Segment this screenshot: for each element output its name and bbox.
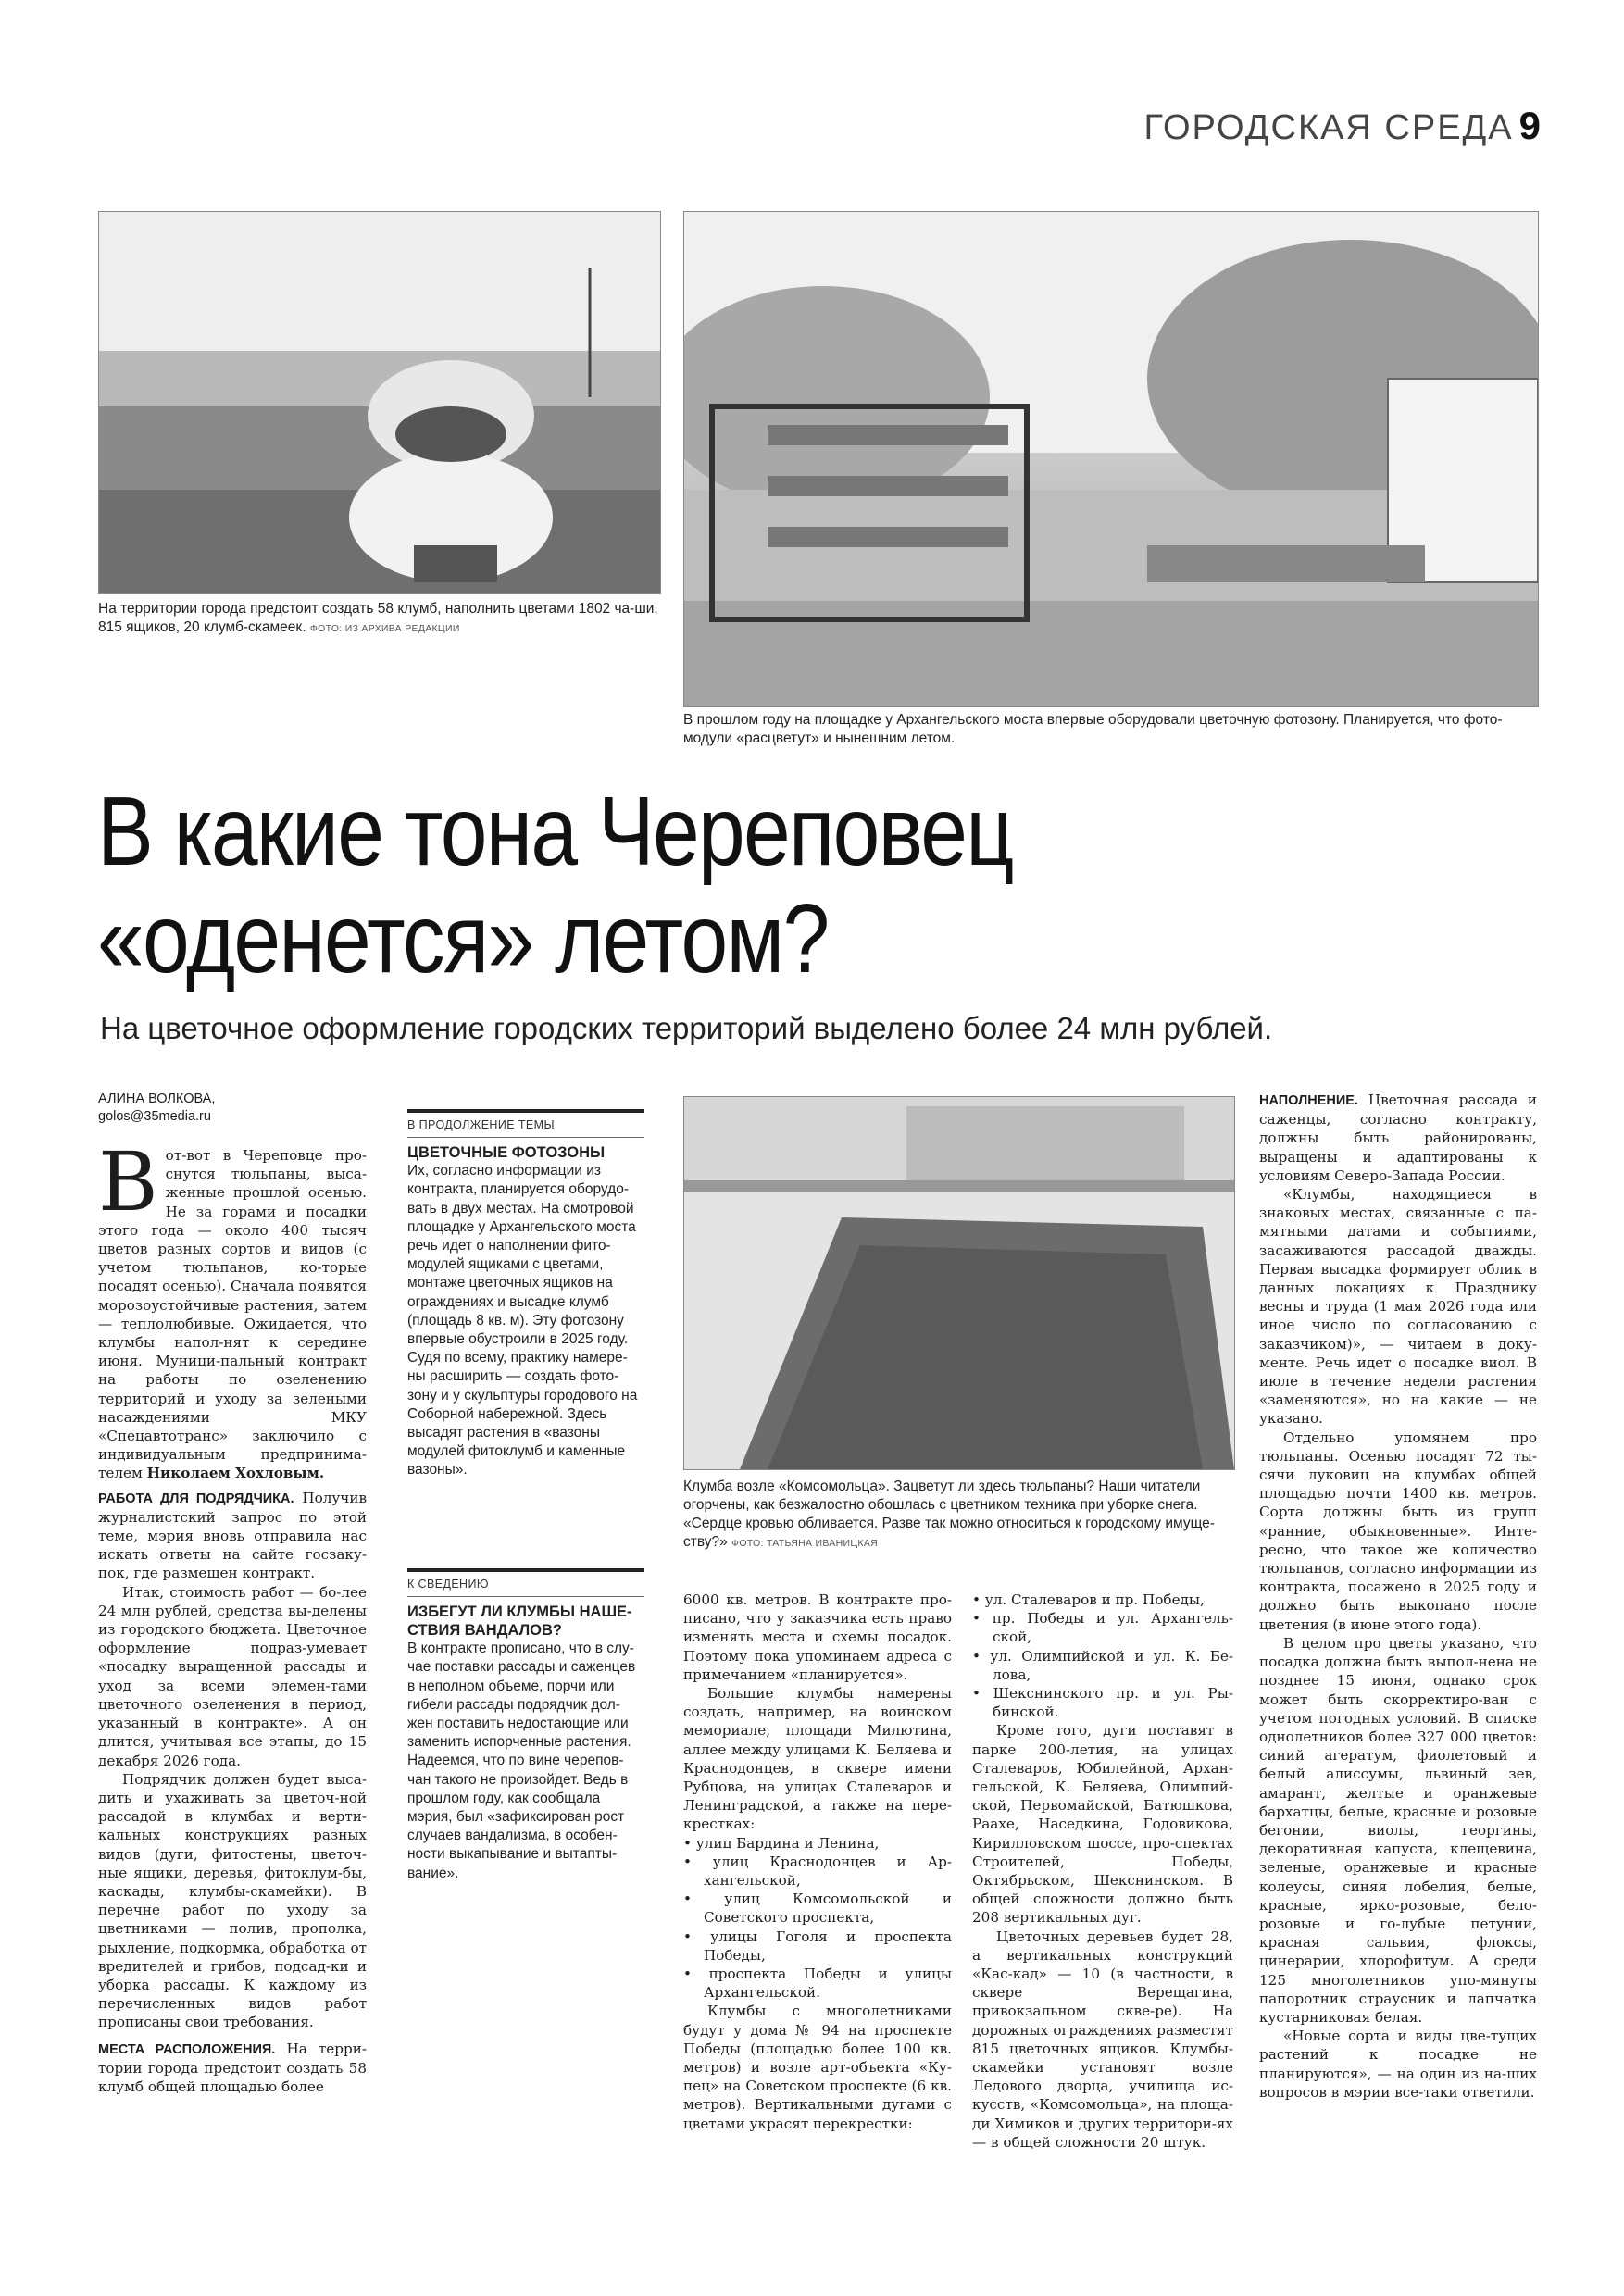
list-item: • улиц Бардина и Ленина, <box>683 1834 880 1852</box>
caption-text: В прошлом году на площадке у Архангельского моста впервые оборудовали цветочную фотозону. Планируется, что фото-модули «расцветут» и нынешним летом. <box>683 712 1503 746</box>
lead-subtitle: На цветочное оформление городских территорий выделено более 24 млн рублей. <box>100 1011 1273 1045</box>
author-name: АЛИНА ВОЛКОВА, <box>98 1092 216 1106</box>
photo-credit: ФОТО: ТАТЬЯНА ИВАНИЦКАЯ <box>731 1538 879 1549</box>
paragraph: Итак, стоимость работ — бо-лее 24 млн рублей, средства вы-делены из городского бюджета. Цветочное оформление подраз-умевает «посадку выращенной рассады и уход за всеми элемен-тами цветочного озеленения в период, указанный в контракте». А он длится, учитывая все этапы, до 15 декабря 2026 года. <box>98 1583 367 1769</box>
sidebar-title: ЦВЕТОЧНЫЕ ФОТОЗОНЫ <box>407 1144 606 1162</box>
photo-flowerbeds-road <box>98 211 661 594</box>
sidebar-topic: В ПРОДОЛЖЕНИЕ ТЕМЫ <box>407 1109 644 1138</box>
section-header <box>1144 104 1543 148</box>
sidebar-text: Их, согласно информации из контракта, планируется оборудо-вать в двух местах. На смотровой площадке у Архангельского моста речь идет о наполнении фито-модулей ящиками с цветами, монтаже цветочных ящиков на ограждениях и высадке клумб (площадь 8 кв. м). Эту фотозону впервые обустроили в 2025 году. Судя по всему, практику намере-ны расширить — создать фото-зону и у скульптуры городового на Соборной набережной. Здесь высадят растения в «вазоны модулей фитоклумб и каменные вазоны». <box>407 1163 638 1479</box>
drop-cap: В <box>98 1134 158 1229</box>
caption-text: На территории города предстоит создать 58 клумб, наполнить цветами 1802 ча-ши, 815 ящиков, 20 клумб-скамеек. <box>98 601 658 635</box>
subheading: НАПОЛНЕНИЕ. <box>1259 1093 1359 1108</box>
paragraph: Цветочных деревьев будет 28, а вертикальных конструкций «Кас-кад» — 10 (в частности, в сквере Верещагина, привокзальном скве-ре). На дорожных ограждениях разместят 815 цветочных ящиков. Клумбы-скамейки установят возле Ледового дворца, училища ис-кусств, «Комсомольца», на площа-ди Химиков и других территори-ях — в общей сложности 20 штук. <box>972 1928 1233 2151</box>
paragraph-text: Цветочная рассада и саженцы, согласно контракту, должны быть районированы, выращены и адаптированы к условиям Северо-Запада России. <box>1259 1092 1537 1184</box>
paragraph-text: На терри-тории города предстоит создать 58 клумб общей площадью более <box>98 2040 367 2095</box>
photo-caption-top-right <box>683 711 1537 748</box>
paragraph <box>98 1489 367 1583</box>
intro-paragraph <box>98 1134 367 1483</box>
paragraph-text: Получив журналистский запрос по этой теме, мэрия вновь отправила нас искать ответы на сайте госзаку-пок, где размещен контракт. <box>98 1489 368 1582</box>
article-column-1 <box>98 1091 367 2096</box>
paragraph: Большие клумбы намерены создать, например, на воинском мемориале, площади Милютина, аллее между улицами К. Беляева и Краснодонцев, в сквере имени Рубцова, на улицах Сталеваров и Ленинградской, а также на пере-крестках: <box>683 1685 952 1833</box>
paragraph-text: от-вот в Череповце про-снутся тюльпаны, выса-женные прошлой осенью. Не за горами и посадки этого года — около 400 тысяч цветов разных сортов и видов (с учетом тюльпанов, ко-торые посадят осенью). Сначала появятся морозоустойчивые растения, затем — теплолюбивые. Ожидается, что клумбы напол-нят к середине июня. Муници-пальный контракт на работы по озеленению территорий и уходу за зелеными насаждениями МКУ «Спецавтотранс» заключило с индивидуальным предпринима-телем <box>98 1147 367 1482</box>
section-title: ГОРОДСКАЯ СРЕДА <box>1143 108 1514 147</box>
headline <box>97 778 1292 992</box>
paragraph: «Клумбы, находящиеся в знаковых местах, связанные с па-мятными датами и событиями, засаживаются рассадой дважды. Первая высадка формирует облик в данных локациях к Празднику весны и труда (1 мая 2026 года или иное число по согласованию с заказчиком)», — читаем в доку-менте. Речь идет о посадке виол. В июле в течение недели растения «заменяются», но на какие — не указано. <box>1259 1186 1537 1428</box>
paragraph <box>1259 1091 1537 1185</box>
paragraph: Кроме того, дуги поставят в парке 200-летия, на улицах Сталеваров, Юбилейной, Архан-гельской, К. Беляева, Олимпий-ской, Первомайской, Батюшкова, Раахе, Наседкина, Годовикова, Кирилловском шоссе, про-спектах Строителей, Победы, Октябрьском, Шекснинском. В общей сложности должно быть 208 вертикальных дуг. <box>972 1722 1233 1927</box>
photo-flower-photozone <box>683 211 1539 707</box>
sidebar-topic: К СВЕДЕНИЮ <box>407 1568 644 1597</box>
contractor-name: Николаем Хохловым. <box>146 1465 325 1482</box>
paragraph: 6000 кв. метров. В контракте про-писано, что у заказчика есть право изменять места и схемы посадок. Поэтому пока упоминаем адреса с примечанием «планируется». <box>683 1591 952 1683</box>
article-column-3 <box>683 1591 952 2133</box>
paragraph: Подрядчик должен будет выса-дить и ухаживать за цветоч-ной рассадой в клумбах и верти-кальных конструкциях разных видов (дуги, фитостены, цветоч-ные ящики, деревья, фитоклум-бы, каскады, клумбы-скамейки). В перечне работ по уходу за цветниками — полив, прополка, рыхление, подкормка, обработка от вредителей и грибов, подсад-ки и уборка рассады. К каждому из перечисленных видов работ прописаны свои требования. <box>98 1770 367 2031</box>
list-item: • улицы Гоголя и проспекта Победы, <box>683 1928 952 1964</box>
author-block <box>98 1091 367 1126</box>
photo-caption-middle <box>683 1478 1233 1553</box>
list-item: • пр. Победы и ул. Архангель-ской, <box>972 1610 1233 1646</box>
list-item: • ул. Сталеваров и пр. Победы, <box>972 1591 1205 1608</box>
paragraph: В целом про цветы указано, что посадка должна быть выпол-нена не позднее 15 июня, однако срок может быть скорректиро-ван с учетом погодных условий. В списке однолетников более 327 000 цветов: синий агератум, фиолетовый и белый алиссумы, львиный зев, амарант, желтые и оранжевые бархатцы, белые, красные и розовые бегонии, виолы, георгины, декоративная капуста, клещевина, зеленые, оранжевые и красные колеусы, синяя лобелия, белые, красные, ярко-розовые, бело-розовые и го-лубые петунии, красная сальвия, флоксы, цинерарии, хлорофитум. А среди 125 многолетников упо-мянуты папоротник страусник и лапчатка кустарниковая белая. <box>1259 1634 1537 2026</box>
sidebar-text: В контракте прописано, что в слу-чае поставки рассады и саженцев в неполном объеме, порчи или гибели рассады подрядчик дол-жен поставить недостающие или заменить испорченные растения. Надеемся, что по вине черепов-чан такого не произойдет. Ведь в прошлом году, как сообщала мэрия, был «зафиксирован рост случаев вандализма, в особен-ности выкапывание и вытапты-вание». <box>407 1641 636 1881</box>
photo-damaged-flowerbed <box>683 1096 1235 1470</box>
list-item: • ул. Олимпийской и ул. К. Бе-лова, <box>972 1647 1233 1683</box>
page-number: 9 <box>1518 104 1543 147</box>
headline-line-1: В какие тона Череповец <box>97 777 1013 886</box>
list-item: • улиц Краснодонцев и Ар-хангельской, <box>683 1853 952 1890</box>
caption-text: Клумба возле «Комсомольца». Зацветут ли здесь тюльпаны? Наши читатели огорчены, как безжалостно обошлась с цветником техника при уборке снега. «Сердце кровью обливается. Разве так можно относиться к городскому имуще-ству?» <box>683 1479 1215 1550</box>
article-column-5 <box>1259 1091 1537 2102</box>
list-item: • проспекта Победы и улицы Архангельской. <box>683 1965 952 2002</box>
headline-line-2: «оденется» летом? <box>97 884 829 993</box>
paragraph <box>98 2040 367 2097</box>
list-item: • Шекснинского пр. и ул. Ры-бинской. <box>972 1685 1233 1721</box>
photo-caption-top-left <box>98 600 659 638</box>
paragraph: Отдельно упомянем про тюльпаны. Осенью посадят 72 ты-сячи луковиц на клумбах общей площадью почти 1400 кв. метров. Сорта должны быть из групп «ранние, обыкновенные». Инте-ресно, что такое же количество тюльпанов, согласно информации из контракта, посажено в 2025 году и должно быть выкопано после цветения (в июне этого года). <box>1259 1429 1537 1633</box>
photo-credit: ФОТО: ИЗ АРХИВА РЕДАКЦИИ <box>309 623 460 634</box>
paragraph: Клумбы с многолетниками будут у дома № 94 на проспекте Победы (площадью более 100 кв. метров) и возле арт-объекта «Ку-пец» на Советском проспекте (6 кв. метров). Вертикальными дугами с цветами украсят перекрестки: <box>683 2003 952 2132</box>
sidebar-title: ИЗБЕГУТ ЛИ КЛУМБЫ НАШЕ-СТВИЯ ВАНДАЛОВ? <box>407 1603 632 1640</box>
sidebar-box-photozones <box>407 1109 644 1480</box>
subheading: МЕСТА РАСПОЛОЖЕНИЯ. <box>98 2041 276 2057</box>
sidebar-box-vandals <box>407 1568 644 1883</box>
author-email: golos@35media.ru <box>98 1109 211 1124</box>
paragraph: «Новые сорта и виды цве-тущих растений к посадке не планируются», — на один из на-ших вопросов в мэрии все-таки ответили. <box>1259 2028 1537 2101</box>
subheading: РАБОТА ДЛЯ ПОДРЯДЧИКА. <box>98 1491 294 1506</box>
article-column-4 <box>972 1591 1233 2152</box>
list-item: • улиц Комсомольской и Советского проспекта, <box>683 1890 952 1927</box>
